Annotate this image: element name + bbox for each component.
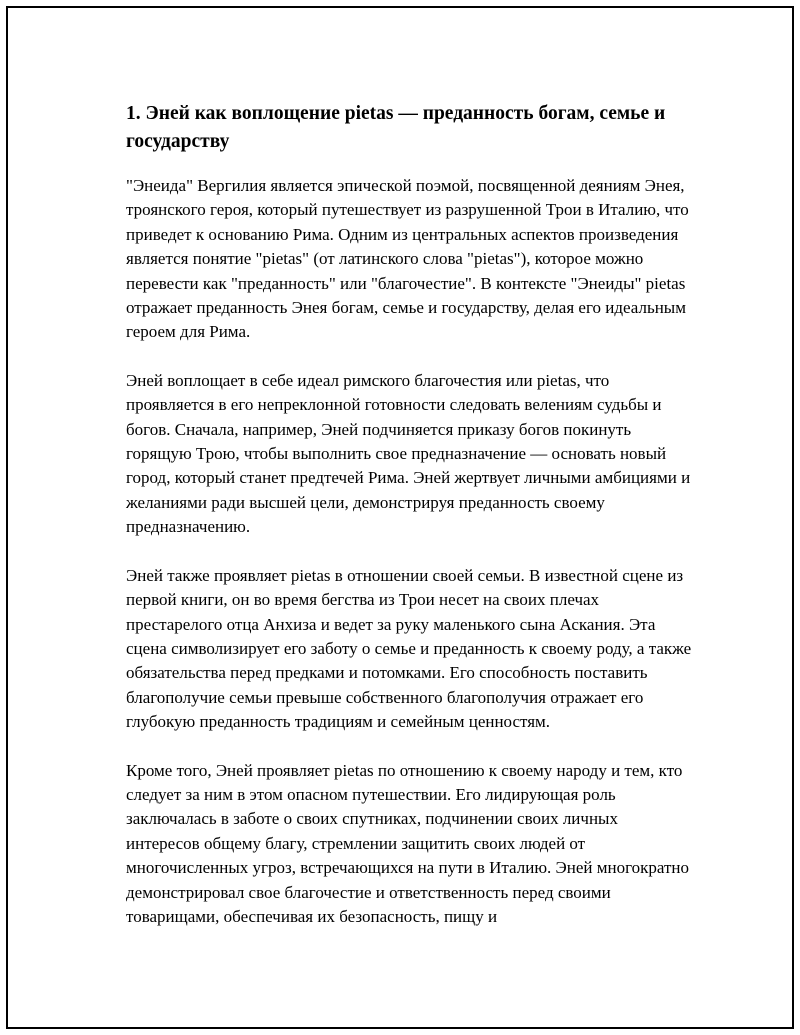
paragraph: "Энеида" Вергилия является эпической поэмой, посвященной деяниям Энея, троянского героя, который путешествует из разрушенной Трои в Италию, что приведет к основанию Рима. Одним из центральных аспектов произведения является понятие "pietas" (от латинского слова "pietas"), которое можно перевести как "преданность" или "благочестие". В контексте "Энеиды" pietas отражает преданность Энея богам, семье и государству, делая его идеальным героем для Рима.	[126, 176, 689, 342]
document-body	[126, 100, 694, 953]
page-frame	[6, 6, 794, 1029]
paragraph: Эней воплощает в себе идеал римского благочестия или pietas, что проявляется в его непреклонной готовности следовать велениям судьбы и богов. Сначала, например, Эней подчиняется приказу богов покинуть горящую Трою, чтобы выполнить свое предназначение — основать новый город, который станет предтечей Рима. Эней жертвует личными амбициями и желаниями ради высшей цели, демонстрируя преданность своему предназначению.	[126, 370, 691, 537]
paragraph: Эней также проявляет pietas в отношении своей семьи. В известной сцене из первой книги, он во время бегства из Трои несет на своих плечах престарелого отца Анхиза и ведет за руку маленького сына Аскания. Эта сцена символизирует его заботу о семье и преданность к своему роду, а также обязательства перед предками и потомками. Его способность поставить благополучие семьи превыше собственного благополучия отражает его глубокую преданность традициям и семейным ценностям.	[126, 565, 692, 732]
section-heading: 1. Эней как воплощение pietas — преданность богам, семье и государству	[126, 103, 666, 152]
paragraph: Кроме того, Эней проявляет pietas по отношению к своему народу и тем, кто следует за ним в этом опасном путешествии. Его лидирующая роль заключалась в заботе о своих спутниках, подчинении своих личных интересов общему благу, стремлении защитить своих людей от многочисленных угроз, встречающихся на пути в Италию. Эней многократно демонстрировал свое благочестие и ответственность перед своими товарищами, обеспечивая их безопасность, пищу и	[126, 760, 690, 926]
